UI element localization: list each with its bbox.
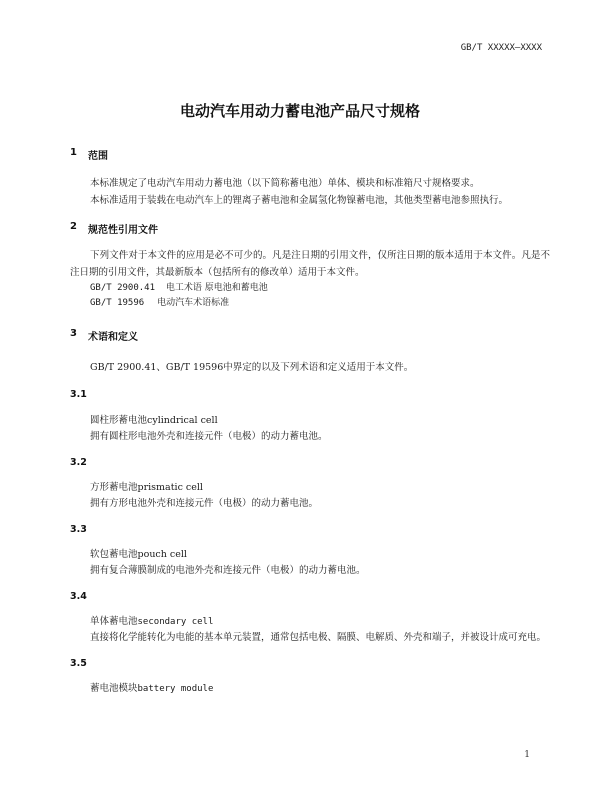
- term-name-cn: 方形蓄电池: [90, 482, 138, 493]
- reference-code: GB/T 2900.41: [90, 283, 156, 293]
- terms-intro-paragraph: GB/T 2900.41、GB/T 19596中界定的以及下列术语和定义适用于本文件。: [90, 362, 414, 373]
- scope-paragraph-2: 本标准适用于装载在电动汽车上的锂离子蓄电池和金属氢化物镍蓄电池，其他类型蓄电池参照执行。: [90, 195, 509, 206]
- term-number: 3.5: [70, 658, 87, 669]
- section-title: 术语和定义: [87, 332, 138, 343]
- term-name-en: cylindrical cell: [147, 415, 218, 426]
- term-name-cn: 单体蓄电池: [90, 616, 138, 627]
- term-definition: 拥有圆柱形电池外壳和连接元件（电极）的动力蓄电池。: [90, 431, 328, 442]
- reference-name: 电工术语 原电池和蓄电池: [165, 283, 268, 293]
- term-name-en: pouch cell: [137, 549, 187, 560]
- term-definition: 拥有方形电池外壳和连接元件（电极）的动力蓄电池。: [90, 498, 319, 509]
- section-number: 3: [70, 328, 77, 339]
- document-title: 电动汽车用动力蓄电池产品尺寸规格: [179, 102, 420, 120]
- term-name-cn: 圆柱形蓄电池: [90, 415, 148, 426]
- term-name: [90, 413, 550, 429]
- reference-item: [90, 296, 550, 311]
- term-name-en: secondary cell: [137, 617, 214, 627]
- term-name-en: prismatic cell: [137, 482, 203, 493]
- term-name-cn: 软包蓄电池: [90, 549, 138, 560]
- term-name: [90, 480, 550, 496]
- section-title: 规范性引用文件: [87, 225, 158, 236]
- term-name-cn: 蓄电池模块: [90, 683, 138, 694]
- section-number: 2: [70, 221, 77, 232]
- section-title: 范围: [87, 151, 108, 162]
- section-number: 1: [70, 147, 77, 158]
- scope-paragraph-1: 本标准规定了电动汽车用动力蓄电池（以下简称蓄电池）单体、模块和标准箱尺寸规格要求。: [90, 178, 480, 189]
- term-number: 3.4: [70, 591, 87, 602]
- document-body: [70, 147, 550, 697]
- term-number: 3.2: [70, 457, 87, 468]
- section-heading-scope: [70, 147, 550, 162]
- references-paragraph: 下列文件对于本文件的应用是必不可少的。凡是注日期的引用文件，仅所注日期的版本适用于本文件。凡是不注日期的引用文件，其最新版本（包括所有的修改单）适用于本文件。: [70, 250, 550, 278]
- term-definition: 拥有复合薄膜制成的电池外壳和连接元件（电极）的动力蓄电池。: [90, 565, 366, 576]
- document-code: GB/T XXXXX—XXXX: [460, 43, 542, 53]
- term-number: 3.1: [70, 389, 87, 400]
- section-heading-normative-references: [70, 221, 550, 236]
- reference-item: [90, 281, 550, 296]
- term-name: [90, 547, 550, 563]
- term-name: [90, 681, 550, 697]
- term-number: 3.3: [70, 524, 87, 535]
- term-name: [90, 614, 550, 630]
- term-name-en: battery module: [137, 684, 214, 694]
- page-number: 1: [524, 750, 530, 760]
- section-heading-terms: [70, 328, 550, 343]
- reference-name: 电动汽车术语标准: [157, 298, 230, 308]
- reference-code: GB/T 19596: [90, 298, 145, 308]
- term-definition: 直接将化学能转化为电能的基本单元装置，通常包括电极、隔膜、电解质、外壳和端子，并被设计成可充电。: [90, 632, 547, 643]
